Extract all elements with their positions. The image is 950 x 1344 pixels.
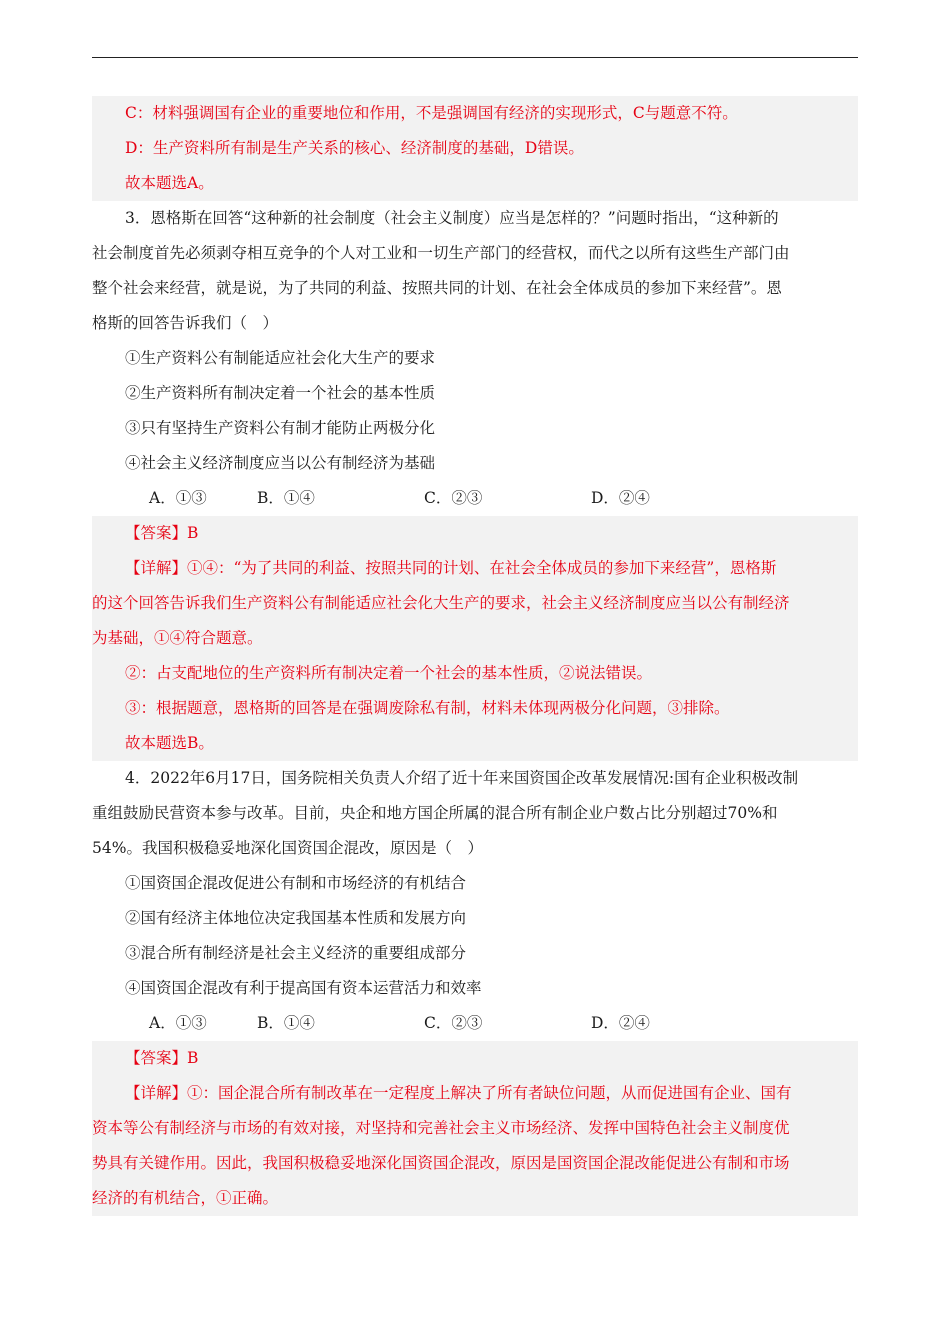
detail-line: 的这个回答告诉我们生产资料公有制能适应社会化大生产的要求，社会主义经济制度应当以公有制经济: [92, 594, 790, 612]
detail-line: ③：根据题意，恩格斯的回答是在强调废除私有制，材料未体现两极分化问题，③排除。: [125, 699, 730, 717]
option-c: C．②③: [424, 1014, 483, 1032]
answer-options: [92, 481, 858, 516]
answer-block-3: [92, 516, 858, 761]
option-a: A．①③: [149, 489, 207, 507]
prev-explanation-block: [92, 96, 858, 201]
header-rule: [92, 57, 858, 58]
answer-label: 【答案】B: [125, 1049, 199, 1067]
detail-line: 【详解】①：国企混合所有制改革在一定程度上解决了所有者缺位问题，从而促进国有企业、国有: [125, 1084, 792, 1102]
question-3: [92, 201, 858, 516]
option-b: B．①④: [257, 1014, 315, 1032]
option-b: B．①④: [257, 489, 315, 507]
detail-line: 势具有关键作用。因此，我国积极稳妥地深化国资国企混改，原因是国资国企混改能促进公有制和市场: [92, 1154, 790, 1172]
conclusion-line: 故本题选A。: [125, 174, 214, 192]
question-4: [92, 761, 858, 1041]
statement-3: ③只有坚持生产资料公有制才能防止两极分化: [125, 419, 436, 437]
conclusion-line: 故本题选B。: [125, 734, 214, 752]
statement-2: ②生产资料所有制决定着一个社会的基本性质: [125, 384, 436, 402]
question-stem-line: 重组鼓励民营资本参与改革。目前，央企和地方国企所属的混合所有制企业户数占比分别超过70%和: [92, 804, 778, 822]
statement-3: ③混合所有制经济是社会主义经济的重要组成部分: [125, 944, 467, 962]
explanation-line-c: C：材料强调国有企业的重要地位和作用，不是强调国有经济的实现形式，C与题意不符。: [125, 104, 738, 122]
question-stem-line: 4．2022年6月17日，国务院相关负责人介绍了近十年来国资国企改革发展情况:国有企业积极改制: [125, 769, 799, 787]
question-stem-line: 整个社会来经营，就是说，为了共同的利益、按照共同的计划、在社会全体成员的参加下来经营”。恩: [92, 279, 782, 297]
question-stem-line: 社会制度首先必须剥夺相互竞争的个人对工业和一切生产部门的经营权，而代之以所有这些生产部门由: [92, 244, 790, 262]
statement-1: ①国资国企混改促进公有制和市场经济的有机结合: [125, 874, 467, 892]
statement-4: ④国资国企混改有利于提高国有资本运营活力和效率: [125, 979, 482, 997]
statement-4: ④社会主义经济制度应当以公有制经济为基础: [125, 454, 436, 472]
question-stem-line: 54%。我国积极稳妥地深化国资国企混改，原因是（ ）: [92, 839, 483, 857]
option-c: C．②③: [424, 489, 483, 507]
detail-line: ②：占支配地位的生产资料所有制决定着一个社会的基本性质，②说法错误。: [125, 664, 653, 682]
document-body: [92, 96, 858, 1216]
detail-line: 【详解】①④：“为了共同的利益、按照共同的计划、在社会全体成员的参加下来经营”，恩格斯: [125, 559, 777, 577]
question-stem-line: 格斯的回答告诉我们（ ）: [92, 314, 279, 332]
explanation-line-d: D：生产资料所有制是生产关系的核心、经济制度的基础，D错误。: [125, 139, 584, 157]
question-stem-line: 3．恩格斯在回答“这种新的社会制度（社会主义制度）应当是怎样的？”问题时指出，“这种新的: [125, 209, 779, 227]
detail-line: 经济的有机结合，①正确。: [92, 1189, 279, 1207]
answer-label: 【答案】B: [125, 524, 199, 542]
option-d: D．②④: [591, 489, 650, 507]
statement-1: ①生产资料公有制能适应社会化大生产的要求: [125, 349, 436, 367]
option-d: D．②④: [591, 1014, 650, 1032]
answer-block-4: [92, 1041, 858, 1216]
statement-2: ②国有经济主体地位决定我国基本性质和发展方向: [125, 909, 467, 927]
detail-line: 为基础，①④符合题意。: [92, 629, 263, 647]
answer-options: [92, 1006, 858, 1041]
option-a: A．①③: [149, 1014, 207, 1032]
detail-line: 资本等公有制经济与市场的有效对接，对坚持和完善社会主义市场经济、发挥中国特色社会主义制度优: [92, 1119, 790, 1137]
